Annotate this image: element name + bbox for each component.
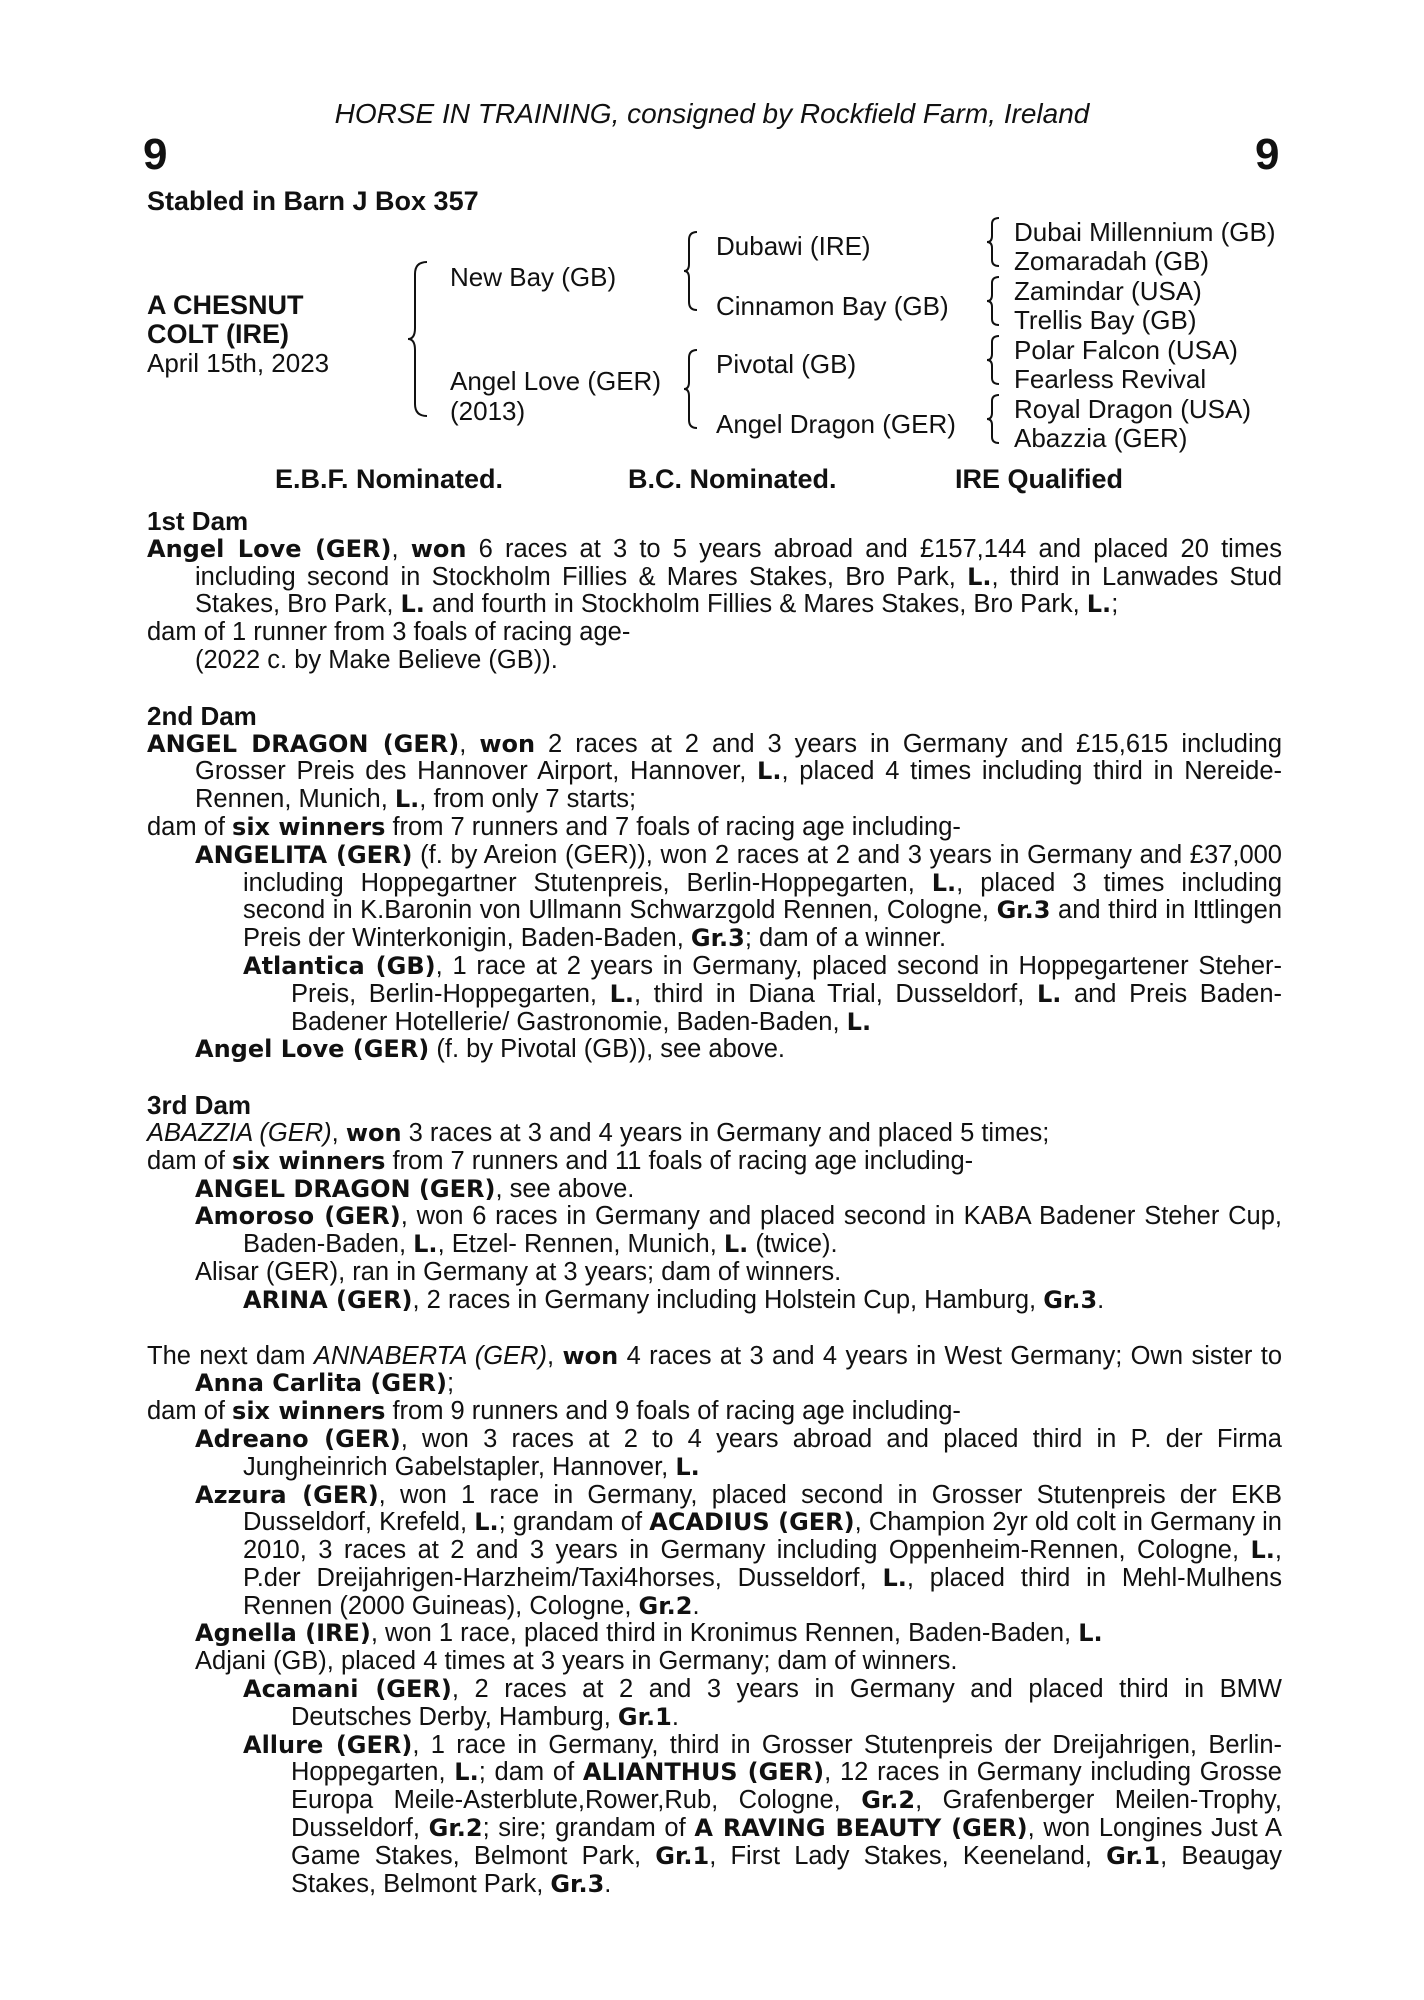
- stable-location: Stabled in Barn J Box 357: [147, 186, 479, 216]
- catalogue-body: [147, 508, 1282, 1898]
- pedigree-gen3-4: Trellis Bay (GB): [1014, 305, 1197, 335]
- next-dam-record: The next dam ANNABERTA (GER), won 4 races at 3 and 4 years in West Germany; Own sister to Anna Carlita (GER);: [147, 1341, 1283, 1398]
- third-dam-produce: dam of six winners from 7 runners and 11 foals of racing age including-: [147, 1146, 974, 1175]
- next-dam-produce: dam of six winners from 9 runners and 9 foals of racing age including-: [147, 1397, 961, 1426]
- first-dam-heading: 1st Dam: [147, 506, 249, 536]
- second-dam-heading: 2nd Dam: [147, 700, 257, 731]
- third-dam-progeny-alisar: Alisar (GER), ran in Germany at 3 years; dam of winners.: [195, 1257, 842, 1286]
- pedigree-dam: Angel Love (GER): [450, 366, 661, 396]
- third-dam-progeny-angel-dragon: ANGEL DRAGON (GER), see above.: [195, 1174, 635, 1203]
- dam-line-brace: [681, 346, 701, 432]
- ire-qualification: IRE Qualified: [955, 464, 1124, 494]
- pedigree-gen3-5: Polar Falcon (USA): [1014, 335, 1238, 365]
- next-dam-progeny-azzura: Azzura (GER), won 1 race in Germany, placed second in Grosser Stutenpreis der EKB Dusseldorf, Krefeld, L.; grandam of ACADIUS (GER), Champion 2yr old colt in Germany in 2010, 3 races at 2 and 3 years in Germany including Oppenheim-Rennen, Cologne, L., P.der Dreijahrigen-Harzheim/Taxi4horses, Dusseldorf, L., placed third in Mehl-Mulhens Rennen (2000 Guineas), Cologne, Gr.2.: [195, 1480, 1282, 1620]
- pedigree-gen3-1: Dubai Millennium (GB): [1014, 217, 1276, 247]
- second-dam-produce: dam of six winners from 7 runners and 7 foals of racing age including-: [147, 812, 961, 841]
- ebf-nomination: E.B.F. Nominated.: [275, 464, 504, 494]
- third-dam-progeny-amoroso: Amoroso (GER), won 6 races in Germany and placed second in KABA Badener Steher Cup, Baden-Baden, L., Etzel- Rennen, Munich, L. (twice).: [195, 1202, 1282, 1259]
- next-dam-grandprogeny-acamani: Acamani (GER), 2 races at 2 and 3 years in Germany and placed third in BMW Deutsches Derby, Hamburg, Gr.1.: [243, 1675, 1282, 1731]
- first-dam-produce: dam of 1 runner from 3 foals of racing age-: [147, 618, 631, 647]
- horse-description-line2: COLT (IRE): [147, 319, 289, 349]
- pedigree-dam-dam: Angel Dragon (GER): [716, 409, 956, 439]
- horse-description-line1: A CHESNUT: [147, 290, 304, 320]
- first-dam-record: Angel Love (GER), won 6 races at 3 to 5 years abroad and £157,144 and placed 20 times including second in Stockholm Fillies & Mares Stakes, Bro Park, L., third in Lanwades Stud Stakes, Bro Park, L. and fourth in Stockholm Fillies & Mares Stakes, Bro Park, L.;: [147, 534, 1283, 619]
- next-dam-progeny-adjani: Adjani (GB), placed 4 times at 3 years in Germany; dam of winners.: [195, 1647, 958, 1676]
- cinnamon-bay-parents-brace: [984, 273, 1004, 329]
- dubawi-parents-brace: [984, 214, 1004, 270]
- pedigree-gen3-8: Abazzia (GER): [1014, 423, 1188, 453]
- angel-dragon-parents-brace: [984, 391, 1004, 447]
- second-dam-progeny-angel-love: Angel Love (GER) (f. by Pivotal (GB)), see above.: [195, 1035, 785, 1064]
- bc-nomination: B.C. Nominated.: [628, 464, 837, 494]
- next-dam-progeny-adreano: Adreano (GER), won 3 races at 2 to 4 years abroad and placed third in P. der Firma Jungheinrich Gabelstapler, Hannover, L.: [195, 1424, 1282, 1481]
- pivotal-parents-brace: [984, 332, 1004, 388]
- second-dam-record: ANGEL DRAGON (GER), won 2 races at 2 and 3 years in Germany and £15,615 including Grosser Preis des Hannover Airport, Hannover, L., placed 4 times including third in Nereide-Rennen, Munich, L., from only 7 starts;: [147, 729, 1283, 814]
- pedigree-dam-year: (2013): [450, 396, 526, 426]
- second-dam-grandprogeny-atlantica: Atlantica (GB), 1 race at 2 years in Germany, placed second in Hoppegartener Steher-Preis, Berlin-Hoppegarten, L., third in Diana Trial, Dusseldorf, L. and Preis Baden-Badener Hotellerie/ Gastronomie, Baden-Baden, L.: [243, 951, 1282, 1036]
- next-dam-progeny-agnella: Agnella (IRE), won 1 race, placed third in Kronimus Rennen, Baden-Baden, L.: [195, 1619, 1103, 1648]
- pedigree-gen3-6: Fearless Revival: [1014, 364, 1207, 394]
- first-dam-foal: (2022 c. by Make Believe (GB)).: [195, 645, 558, 674]
- lot-number-right: 9: [1255, 130, 1280, 179]
- sire-line-brace: [681, 228, 701, 314]
- pedigree-sire-dam: Cinnamon Bay (GB): [716, 291, 949, 321]
- third-dam-record: ABAZZIA (GER), won 3 races at 3 and 4 years in Germany and placed 5 times;: [147, 1118, 1050, 1147]
- next-dam-grandprogeny-allure: Allure (GER), 1 race in Germany, third in Grosser Stutenpreis der Dreijahrigen, Berlin-Hoppegarten, L.; dam of ALIANTHUS (GER), 12 races in Germany including Grosse Europa Meile-Asterblute,Rower,Rub, Cologne, Gr.2, Grafenberger Meilen-Trophy, Dusseldorf, Gr.2; sire; grandam of A RAVING BEAUTY (GER), won Longines Just A Game Stakes, Belmont Park, Gr.1, First Lady Stakes, Keeneland, Gr.1, Beaugay Stakes, Belmont Park, Gr.3.: [243, 1730, 1282, 1898]
- sire-dam-brace: [405, 258, 431, 420]
- pedigree-gen3-2: Zomaradah (GB): [1014, 246, 1210, 276]
- horse-birth-date: April 15th, 2023: [147, 348, 330, 378]
- lot-number-left: 9: [143, 130, 168, 179]
- pedigree-gen3-3: Zamindar (USA): [1014, 276, 1202, 306]
- second-dam-progeny-angelita: ANGELITA (GER) (f. by Areion (GER)), won 2 races at 2 and 3 years in Germany and £37,000 including Hoppegartner Stutenpreis, Berlin-Hoppegarten, L., placed 3 times including second in K.Baronin von Ullmann Schwarzgold Rennen, Cologne, Gr.3 and third in Ittlingen Preis der Winterkonigin, Baden-Baden, Gr.3; dam of a winner.: [195, 840, 1283, 953]
- third-dam-heading: 3rd Dam: [147, 1090, 252, 1121]
- third-dam-grandprogeny-arina: ARINA (GER), 2 races in Germany including Holstein Cup, Hamburg, Gr.3.: [243, 1285, 1105, 1314]
- catalogue-header: HORSE IN TRAINING, consigned by Rockfield Farm, Ireland: [334, 98, 1090, 129]
- pedigree-dam-sire: Pivotal (GB): [716, 349, 857, 379]
- pedigree-sire-sire: Dubawi (IRE): [716, 231, 871, 261]
- pedigree-sire: New Bay (GB): [450, 262, 617, 292]
- pedigree-gen3-7: Royal Dragon (USA): [1014, 394, 1251, 424]
